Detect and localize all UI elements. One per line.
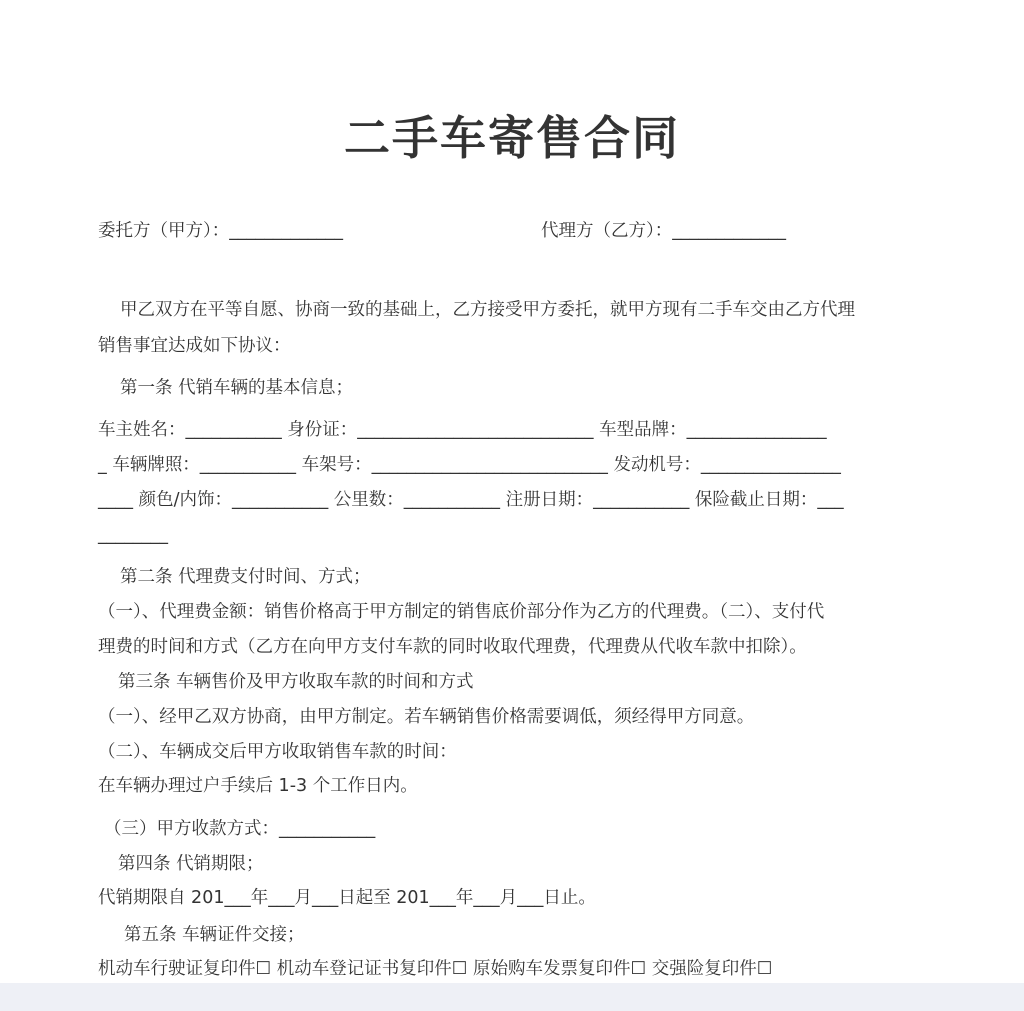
article-3-item-1: （一）、经甲乙双方协商，由甲方制定。若车辆销售价格需要调低，须经得甲方同意。 — [98, 707, 755, 727]
article-3-item-2: （二）、车辆成交后甲方收取销售车款的时间： — [98, 742, 457, 762]
article-2-text-line-1: （一）、代理费金额：销售价格高于甲方制定的销售底价部分作为乙方的代理费。（二）、支付代 — [98, 602, 825, 622]
viewer-bottom-bar — [0, 983, 1024, 1011]
article-3-heading: 第三条 车辆售价及甲方收取车款的时间和方式 — [118, 672, 474, 692]
party-b-field: 代理方（乙方）：_____________ — [541, 221, 786, 241]
article-4-heading: 第四条 代销期限； — [118, 854, 264, 874]
article-5-heading: 第五条 车辆证件交接； — [124, 925, 305, 945]
article-2-heading: 第二条 代理费支付时间、方式； — [120, 567, 371, 587]
party-a-field: 委托方（甲方）：_____________ — [98, 221, 343, 241]
article-3-item-3: （三）甲方收款方式：___________ — [104, 819, 376, 839]
vehicle-info-line-1: 车主姓名：___________ 身份证：___________________________ 车型品牌：________________ — [98, 420, 827, 440]
article-1-heading: 第一条 代销车辆的基本信息； — [120, 378, 354, 398]
article-4-text: 代销期限自 201___年___月___日起至 201___年___月___日止。 — [98, 888, 596, 908]
article-2-text-line-2: 理费的时间和方式（乙方在向甲方支付车款的同时收取代理费，代理费从代收车款中扣除）。 — [98, 637, 807, 657]
vehicle-info-line-3: ____ 颜色/内饰：___________ 公里数：___________ 注册日期：___________ 保险截止日期：___ — [98, 490, 844, 510]
article-5-text: 机动车行驶证复印件☐ 机动车登记证书复印件☐ 原始购车发票复印件☐ 交强险复印件☐ — [98, 959, 773, 979]
vehicle-info-line-4: ________ — [98, 525, 168, 545]
article-3-item-2-text: 在车辆办理过户手续后 1-3 个工作日内。 — [98, 776, 418, 796]
document-title: 二手车寄售合同 — [344, 111, 680, 165]
vehicle-info-line-2: _ 车辆牌照：___________ 车架号：___________________________ 发动机号：________________ — [98, 455, 841, 475]
intro-paragraph-line-2: 销售事宜达成如下协议： — [98, 336, 291, 356]
intro-paragraph-line-1: 甲乙双方在平等自愿、协商一致的基础上，乙方接受甲方委托，就甲方现有二手车交由乙方代理 — [120, 300, 855, 320]
